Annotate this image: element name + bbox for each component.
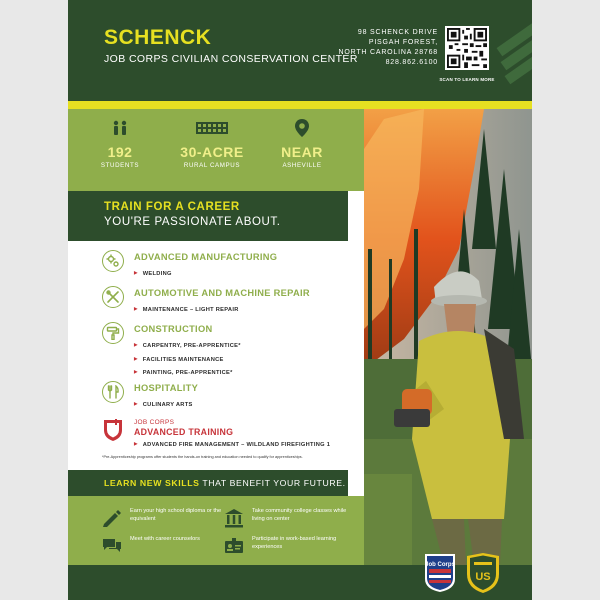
benefit-text: Meet with career counselors	[130, 536, 200, 542]
advanced-training-label-top: JOB CORPS	[134, 419, 175, 426]
program-title: ADVANCED MANUFACTURING	[134, 252, 278, 262]
utensils-icon	[102, 381, 124, 403]
train-subheading: YOU'RE PASSIONATE ABOUT.	[104, 216, 281, 228]
program-item: ▶ PAINTING, PRE-APPRENTICE*	[134, 366, 241, 380]
learn-heading	[104, 478, 346, 488]
benefit-text: Earn your high school diploma or the equivalent	[130, 508, 222, 522]
map-pin-icon	[262, 118, 342, 138]
learn-heading-bold: LEARN NEW SKILLS	[104, 478, 200, 488]
stat-label: RURAL CAMPUS	[183, 162, 241, 169]
qr-caption: SCAN TO LEARN MORE	[439, 77, 495, 82]
address-line: 98 SCHENCK DRIVE	[357, 29, 438, 36]
qr-code[interactable]	[445, 26, 489, 70]
address-line: NORTH CAROLINA 28768	[338, 49, 438, 56]
advanced-training-shield-icon	[103, 418, 123, 442]
footer-bar	[68, 565, 532, 600]
address-block	[338, 28, 438, 68]
phone-number: 828.862.6100	[385, 59, 438, 66]
address-line: PISGAH FOREST,	[368, 39, 438, 46]
chat-icon	[102, 536, 122, 556]
stat-label: STUDENTS	[100, 162, 140, 169]
people-icon	[80, 118, 160, 138]
stat-location	[262, 118, 342, 169]
gears-icon	[102, 250, 124, 272]
college-icon	[224, 508, 244, 528]
train-heading: TRAIN FOR A CAREER	[104, 201, 240, 213]
program-item: ▶ CARPENTRY, PRE-APPRENTICE*	[134, 339, 241, 353]
stat-students	[80, 118, 160, 169]
benefit-counselors	[102, 536, 230, 556]
page-title: SCHENCK	[104, 26, 212, 49]
flyer	[68, 0, 532, 600]
benefits-panel	[68, 496, 364, 565]
program-title: HOSPITALITY	[134, 383, 199, 393]
forest-service-logo-text: US	[475, 571, 491, 583]
building-icon	[172, 118, 252, 138]
benefit-college	[224, 508, 352, 528]
stat-label: ASHEVILLE	[282, 162, 322, 169]
job-corps-logo	[424, 553, 456, 593]
stat-value: 192	[107, 144, 133, 160]
advanced-training-item: ▶ ADVANCED FIRE MANAGEMENT – WILDLAND FIREFIGHTING 1	[134, 438, 330, 451]
program-item: ▶ CULINARY ARTS	[134, 398, 193, 412]
benefit-text: Take community college classes while living on center	[252, 508, 347, 522]
footnote: *Pre-Apprenticeship programs offer students the hands-on training and education needed to qualify for apprenticeships.	[102, 455, 303, 459]
advanced-training-label: ADVANCED TRAINING	[134, 427, 234, 437]
pencil-icon	[102, 508, 122, 528]
id-card-icon	[224, 536, 244, 556]
stat-value: NEAR	[281, 144, 323, 160]
header-stripe	[68, 101, 532, 109]
benefit-work-based	[224, 536, 352, 556]
stats-band	[68, 109, 364, 191]
benefit-text: Participate in work-based learning experiences	[252, 536, 337, 550]
program-title: AUTOMOTIVE AND MACHINE REPAIR	[134, 288, 310, 298]
train-banner	[68, 191, 348, 241]
stat-campus	[172, 118, 252, 169]
learn-banner	[68, 470, 348, 496]
program-item: ▶ MAINTENANCE – LIGHT REPAIR	[134, 303, 239, 317]
benefit-diploma	[102, 508, 230, 528]
stat-value: 30-ACRE	[180, 144, 244, 160]
program-item: ▶ WELDING	[134, 267, 172, 281]
wrench-icon	[102, 286, 124, 308]
page-subtitle: JOB CORPS CIVILIAN CONSERVATION CENTER	[104, 53, 358, 65]
program-item: ▶ FACILITIES MAINTENANCE	[134, 353, 241, 367]
job-corps-logo-text: Job Corps	[425, 562, 455, 568]
learn-heading-rest: THAT BENEFIT YOUR FUTURE.	[199, 478, 346, 488]
program-title: CONSTRUCTION	[134, 324, 213, 334]
roller-icon	[102, 322, 124, 344]
firefighter-photo	[364, 109, 532, 565]
forest-service-logo	[465, 552, 501, 594]
